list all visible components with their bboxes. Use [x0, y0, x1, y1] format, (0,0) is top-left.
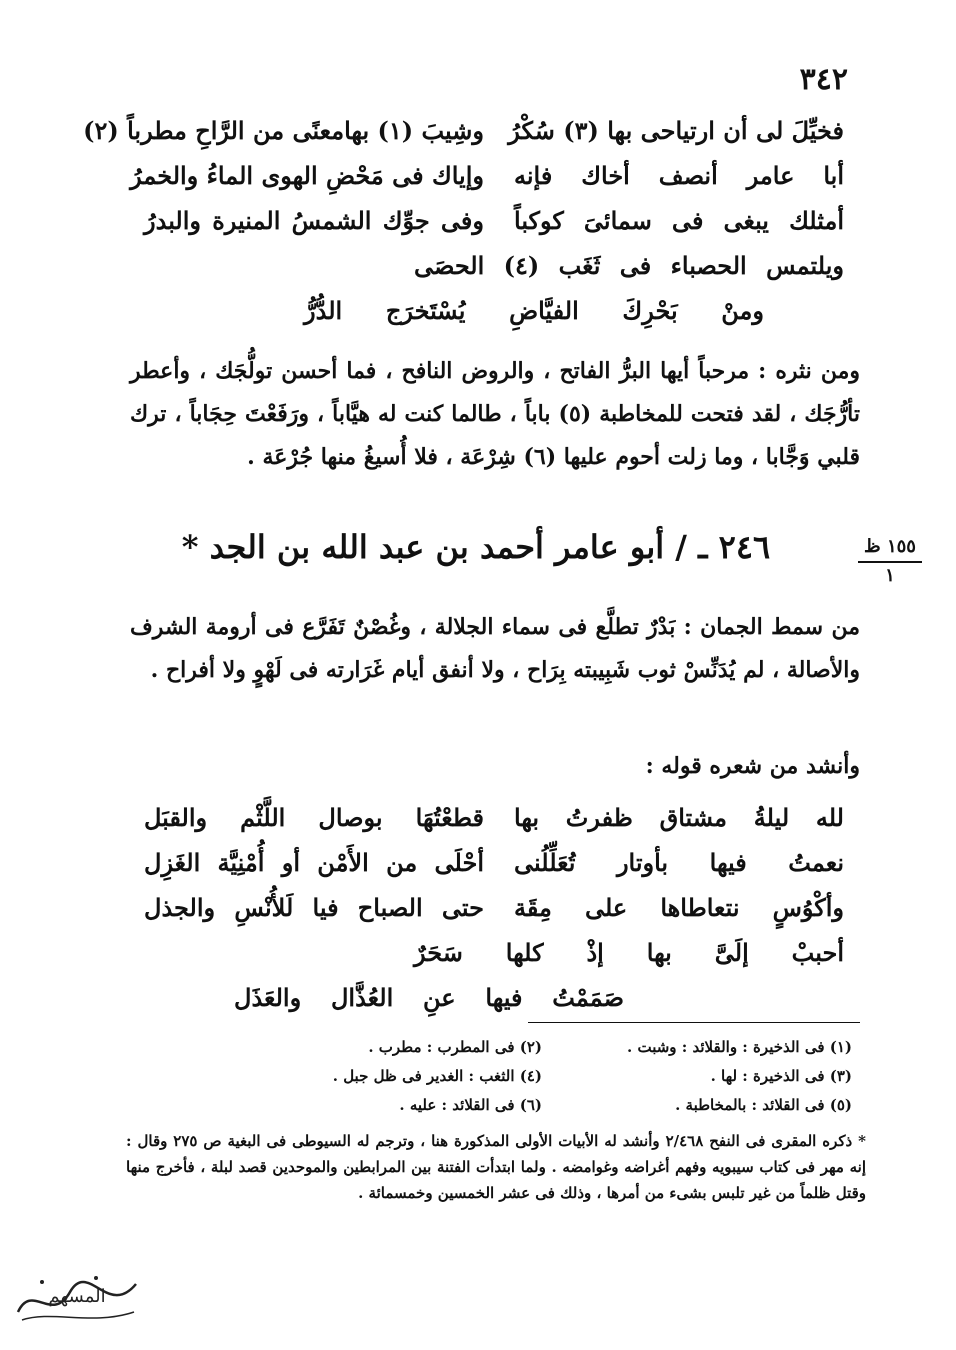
footnote: (٢) فى المطرب : مطرب .: [368, 1037, 542, 1056]
page-number: ٣٤٢: [799, 62, 848, 97]
biography-paragraph: من سمط الجمان : بَدْرٌ تطلَّع فى سماء الجلالة ، وغُصْنٌ تَفَرَّع فى أرومة الشرف والأصالة ، لم يُدَنِّسْ ثوب شَبِيبته بِرَاح ، ولا أنفق أيام غَرَارته فى لَهْوٍ ولا أفراح .: [130, 614, 860, 683]
verse-first-hemistich: وأكْوُسٍ نتعاطاها على مِقَة: [514, 893, 844, 922]
verse-line: [144, 975, 844, 1020]
footnote: (٦) فى القلائد : عليه .: [399, 1095, 542, 1114]
verse-line: [83, 108, 844, 153]
verse-line: [144, 243, 844, 288]
verse-first-hemistich: لله ليلةُ مشتاق ظفرتُ بها: [514, 803, 844, 832]
verse-second-hemistich: وفى جوِّك الشمسُ المنيرة والبدرُ: [144, 206, 484, 235]
verse-first-hemistich: نعمتُ فيها بأوتار تُعَلِّلُنى: [514, 848, 844, 877]
poem-introduction: وأنشد من شعره قوله :: [645, 753, 860, 779]
verse-second-hemistich: قطعْتُهَا بوصال اللَّثْم والقبَل: [144, 803, 484, 832]
library-stamp-logo: [12, 1262, 142, 1328]
verse-line: [144, 795, 844, 840]
poem-two: [144, 795, 844, 1020]
footnote: (٣) فى الذخيرة : لها .: [710, 1066, 852, 1085]
verse-first-hemistich: أحببْ إلَىَّ بها إذْ كلها سَحَرٌ: [414, 938, 844, 967]
footnote: (١) فى الذخيرة : والقلائد : وشبت .: [627, 1037, 852, 1056]
folio-line: ١: [885, 565, 895, 586]
verse-line: [144, 288, 844, 333]
footnote-row: [232, 1090, 852, 1119]
footnote-row: [232, 1061, 852, 1090]
svg-text:المسهم: المسهم: [48, 1286, 106, 1307]
footnotes: [232, 1032, 852, 1119]
verse-second-hemistich: وشِيبَ (١) بهامعنًى من الرَّاحِ مطرباً (٢): [83, 116, 484, 145]
verse-line: [144, 885, 844, 930]
verse-first-hemistich: أبا عامر أنصف أخاك فإنه: [514, 161, 844, 190]
prose-paragraph: ومن نثره : مرحباً أيها البرُّ الفاتح ، والروض النافح ، فما أحسن تولُّجَك ، وأعطر تأرُّجَك ، لقد فتحت للمخاطبة (٥) باباً ، طالما كنت له هيَّاباً ، ورَفَعْتَ حِجَاباً ، ترك قلبي وَجَّابا ، وما زلت أحوم عليها (٦) شِرْعَة ، فلا أُسيغُ منها جُرْعَة .: [130, 358, 861, 470]
verse-first-hemistich: أمثلك يبغى فى سمائىَ كوكباً: [514, 206, 844, 235]
footnote-star-note: * ذكره المقرى فى النفح ٢/٤٦٨ وأنشد له الأبيات الأولى المذكورة هنا ، وترجم له السيوطى فى البغية ص ٢٧٥ وقال : إنه مهر فى كتاب سيبويه وفهم أغراضه وغوامضه . ولما ابتدأت الفتنة بين المرابطين والموحدين قصد لبلة ، فأخرج منها وقتل ظلماً من غير تلبس بشىء من أمرها ، وذلك فى عشر الخمسين وخمسمائة .: [126, 1132, 866, 1202]
manuscript-folio-note: [858, 536, 922, 586]
verse-line: [144, 930, 844, 975]
footnote: (٤) الثغب : الغدير فى ظل جبل .: [332, 1066, 542, 1085]
verse-first-hemistich: فخيِّلَ لى أن ارتياحى بها (٣) سُكْرُ: [508, 116, 844, 145]
verse-second-hemistich: أحْلَى من الأَمْن أو أُمْنِيَّة الغَزِل: [144, 848, 484, 877]
footnote-divider: [528, 1022, 860, 1023]
verse-second-hemistich: حتى الصباح فيا لَلأُنْسِ والجذل: [144, 893, 484, 922]
footnote-row: [232, 1032, 852, 1061]
poem-one: [83, 108, 844, 333]
verse-line: [144, 840, 844, 885]
footnote: (٥) فى القلائد : بالمخاطبة .: [675, 1095, 852, 1114]
verse-second-hemistich: وإياك فى مَحْضِ الهوى الماءُ والخمرُ: [130, 161, 484, 190]
verse-first-hemistich: ويلتمس الحصباء فى ثَغَب (٤) الحصَى: [414, 251, 844, 280]
verse-line: [130, 153, 844, 198]
verse-second-hemistich: صَمَمْتُ فيها عنِ العُذَّال والعَذَل: [234, 983, 624, 1012]
verse-line: [144, 198, 844, 243]
folio-divider: [858, 561, 922, 563]
folio-number: ١٥٥ ظ: [864, 536, 916, 557]
entry-heading: ٢٤٦ ـ / أبو عامر أحمد بن عبد الله بن الجد *: [181, 528, 771, 566]
verse-second-hemistich: ومنْ بَحْرِكَ الفيَّاضِ يُسْتَخرَج الدُّرُّ: [304, 296, 764, 325]
